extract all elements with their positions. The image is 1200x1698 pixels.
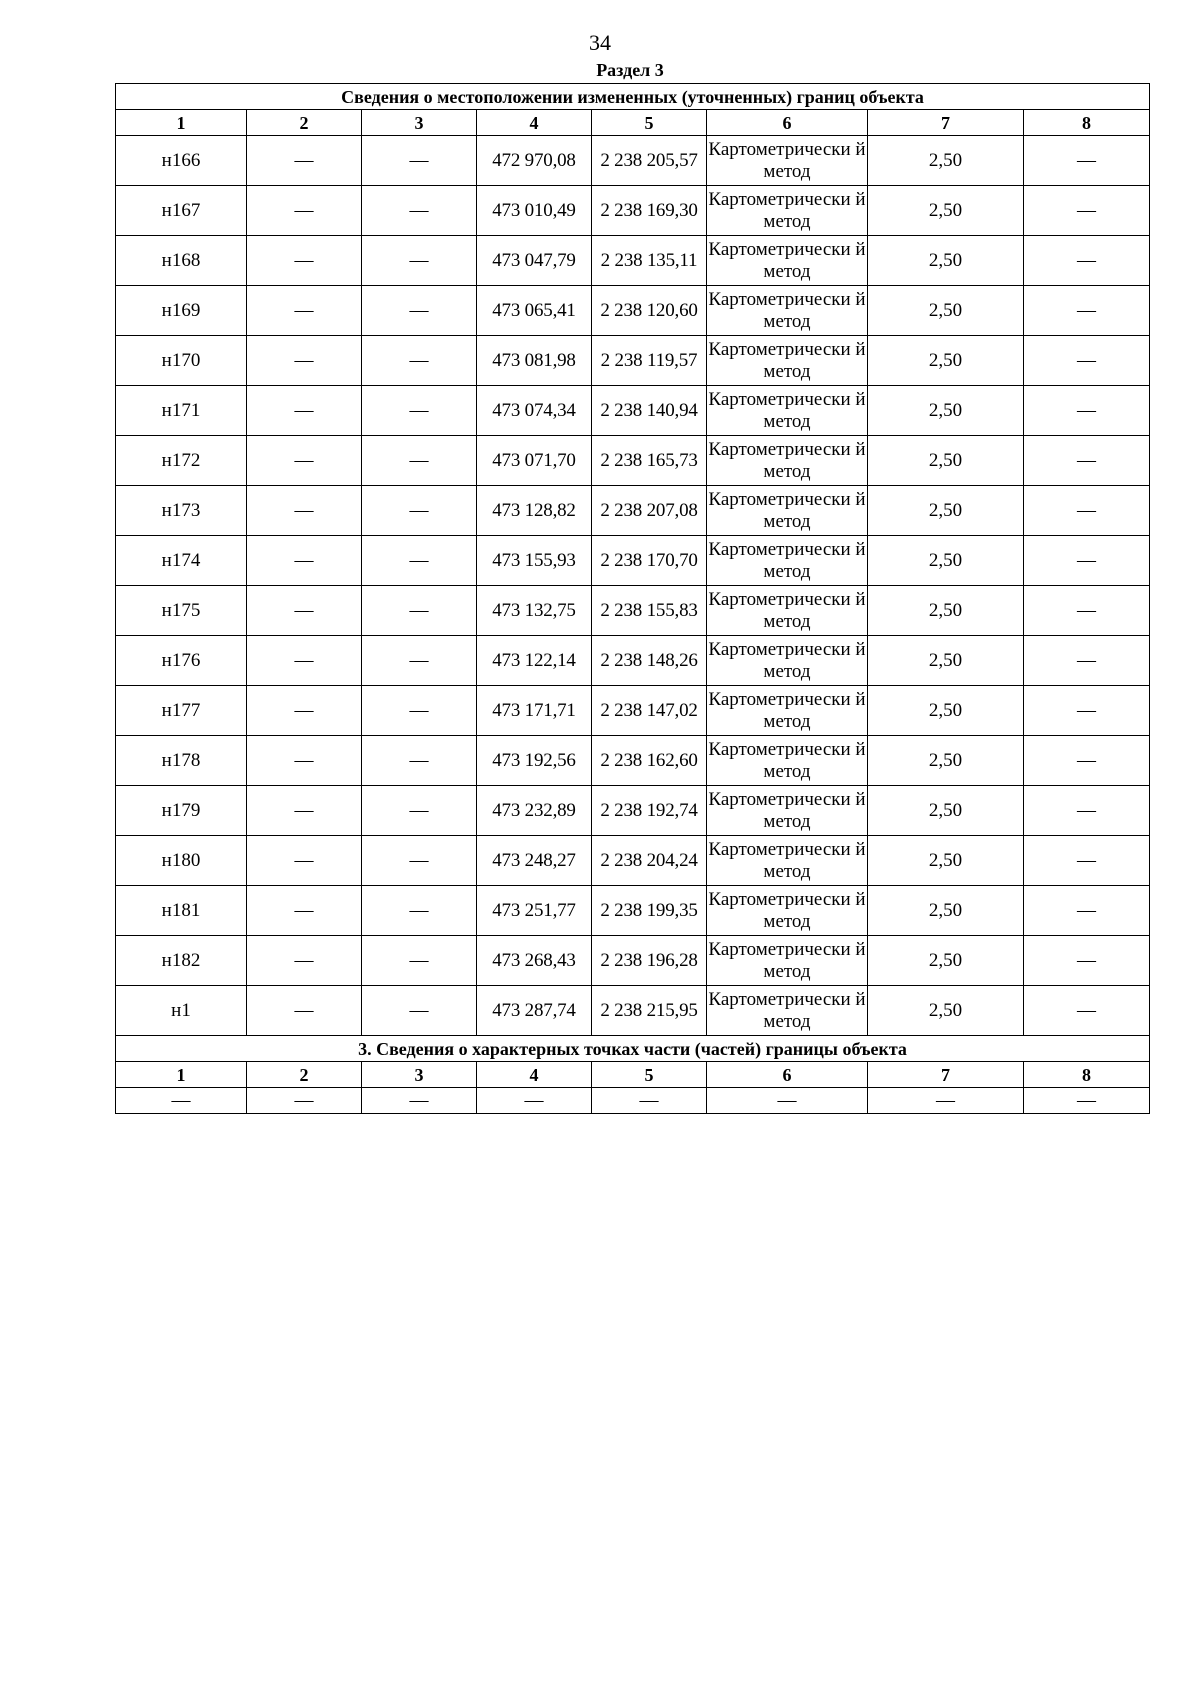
table-row (116, 936, 1150, 986)
table-cell: 2,50 (868, 736, 1024, 786)
table-cell: — (362, 686, 477, 736)
table-cell: — (247, 736, 362, 786)
table-row (116, 186, 1150, 236)
table-cell: 473 065,41 (477, 286, 592, 336)
table-cell: 2,50 (868, 636, 1024, 686)
table-cell: н178 (116, 736, 247, 786)
table-cell: — (1024, 336, 1150, 386)
column-header: 6 (707, 110, 868, 136)
table-cell: Картометрически й метод (707, 536, 868, 586)
column-header: 1 (116, 1062, 247, 1088)
table-cell: — (247, 336, 362, 386)
table-cell: Картометрически й метод (707, 186, 868, 236)
table-cell: — (247, 636, 362, 686)
table-cell: — (1024, 586, 1150, 636)
table-cell: — (1024, 686, 1150, 736)
table-row (116, 686, 1150, 736)
table-cell: н175 (116, 586, 247, 636)
table-cell: 2,50 (868, 436, 1024, 486)
table-cell: н174 (116, 536, 247, 586)
table-cell: Картометрически й метод (707, 736, 868, 786)
table-cell: 2 238 196,28 (592, 936, 707, 986)
table-row (116, 886, 1150, 936)
table-cell: 2 238 119,57 (592, 336, 707, 386)
table-cell: — (1024, 1088, 1150, 1114)
table-cell: 473 132,75 (477, 586, 592, 636)
table-cell: — (1024, 486, 1150, 536)
column-header: 4 (477, 110, 592, 136)
table-cell: Картометрически й метод (707, 686, 868, 736)
table-cell: н166 (116, 136, 247, 186)
table-cell: — (247, 186, 362, 236)
table-row (116, 336, 1150, 386)
column-header: 5 (592, 1062, 707, 1088)
table-row (116, 486, 1150, 536)
table-cell: — (362, 886, 477, 936)
table-row (116, 286, 1150, 336)
table-cell: 2 238 155,83 (592, 586, 707, 636)
section-label: Раздел 3 (596, 60, 664, 80)
table-cell: — (1024, 636, 1150, 686)
table-cell: Картометрически й метод (707, 986, 868, 1036)
table-cell: 2,50 (868, 386, 1024, 436)
column-header: 6 (707, 1062, 868, 1088)
table-cell: — (247, 136, 362, 186)
table-cell: — (1024, 736, 1150, 786)
column-header: 1 (116, 110, 247, 136)
table-cell: Картометрически й метод (707, 386, 868, 436)
table-cell: 472 970,08 (477, 136, 592, 186)
table-cell: 2,50 (868, 886, 1024, 936)
table-cell: — (247, 786, 362, 836)
table-row (116, 986, 1150, 1036)
table-row (116, 736, 1150, 786)
table-cell: 473 232,89 (477, 786, 592, 836)
table1-title-row (116, 84, 1150, 110)
table-cell: Картометрически й метод (707, 936, 868, 986)
table-cell: — (1024, 536, 1150, 586)
table-cell: 473 155,93 (477, 536, 592, 586)
table-cell: — (247, 986, 362, 1036)
table-cell: — (247, 686, 362, 736)
table-cell: 473 268,43 (477, 936, 592, 986)
table-cell: — (247, 286, 362, 336)
table-cell: — (362, 636, 477, 686)
table-cell: — (247, 486, 362, 536)
column-header: 5 (592, 110, 707, 136)
table-cell: Картометрически й метод (707, 636, 868, 686)
table-cell: н177 (116, 686, 247, 736)
column-header: 3 (362, 1062, 477, 1088)
table-cell: — (1024, 886, 1150, 936)
table-cell: 2 238 215,95 (592, 986, 707, 1036)
table-cell: — (362, 836, 477, 886)
table-cell: н172 (116, 436, 247, 486)
table-row (116, 786, 1150, 836)
table-cell: — (592, 1088, 707, 1114)
table-cell: — (116, 1088, 247, 1114)
table-cell: — (1024, 436, 1150, 486)
table-cell: 473 248,27 (477, 836, 592, 886)
header-row (116, 1062, 1150, 1088)
column-header: 8 (1024, 110, 1150, 136)
table-title: 3. Сведения о характерных точках части (частей) границы объекта (116, 1036, 1150, 1062)
table-cell: 473 192,56 (477, 736, 592, 786)
table-cell: — (1024, 836, 1150, 886)
table-cell: — (247, 886, 362, 936)
table-cell: — (362, 786, 477, 836)
table-cell: н180 (116, 836, 247, 886)
table-cell: 2,50 (868, 286, 1024, 336)
table-cell: — (362, 1088, 477, 1114)
table-cell: 2 238 120,60 (592, 286, 707, 336)
table-row (116, 836, 1150, 886)
column-header: 4 (477, 1062, 592, 1088)
table-cell: 2,50 (868, 236, 1024, 286)
table-cell: 2,50 (868, 936, 1024, 986)
table-cell: Картометрически й метод (707, 586, 868, 636)
table-cell: — (362, 536, 477, 586)
table-cell: н167 (116, 186, 247, 236)
table-cell: Картометрически й метод (707, 236, 868, 286)
table-cell: 2 238 140,94 (592, 386, 707, 436)
table-cell: — (247, 586, 362, 636)
table-cell: — (362, 336, 477, 386)
table-cell: 2,50 (868, 186, 1024, 236)
table-cell: н170 (116, 336, 247, 386)
table-cell: н1 (116, 986, 247, 1036)
table-cell: — (707, 1088, 868, 1114)
table-cell: 2 238 204,24 (592, 836, 707, 886)
table-cell: — (362, 136, 477, 186)
table-cell: — (247, 386, 362, 436)
table-row (116, 236, 1150, 286)
table-cell: 2 238 148,26 (592, 636, 707, 686)
table-cell: н173 (116, 486, 247, 536)
table-cell: — (1024, 136, 1150, 186)
table-cell: — (1024, 236, 1150, 286)
table-cell: 2 238 199,35 (592, 886, 707, 936)
table-cell: Картометрически й метод (707, 886, 868, 936)
table-cell: Картометрически й метод (707, 786, 868, 836)
table-cell: — (1024, 986, 1150, 1036)
table-cell: н176 (116, 636, 247, 686)
table-cell: н169 (116, 286, 247, 336)
table-cell: н182 (116, 936, 247, 986)
table-cell: — (247, 1088, 362, 1114)
table-cell: 2 238 135,11 (592, 236, 707, 286)
table-cell: 2,50 (868, 536, 1024, 586)
table-cell: — (1024, 386, 1150, 436)
table-row (116, 136, 1150, 186)
table-cell: 2 238 169,30 (592, 186, 707, 236)
table-cell: н171 (116, 386, 247, 436)
table-cell: 2,50 (868, 986, 1024, 1036)
table-cell: 473 071,70 (477, 436, 592, 486)
table-cell: — (362, 436, 477, 486)
coordinates-table (115, 83, 1150, 1114)
table-cell: 2 238 147,02 (592, 686, 707, 736)
table-cell: Картометрически й метод (707, 836, 868, 886)
table-row (116, 536, 1150, 586)
table-cell: Картометрически й метод (707, 136, 868, 186)
table-cell: 2,50 (868, 336, 1024, 386)
table-cell: — (362, 286, 477, 336)
column-header: 7 (868, 110, 1024, 136)
table-cell: — (1024, 936, 1150, 986)
column-header: 2 (247, 1062, 362, 1088)
table-cell: 473 128,82 (477, 486, 592, 536)
table2-title-row (116, 1036, 1150, 1062)
table-cell: н181 (116, 886, 247, 936)
table-cell: — (362, 186, 477, 236)
table-cell: — (362, 986, 477, 1036)
table-cell: Картометрически й метод (707, 436, 868, 486)
table-cell: — (247, 936, 362, 986)
table-row (116, 436, 1150, 486)
table-cell: — (1024, 186, 1150, 236)
table-cell: 473 122,14 (477, 636, 592, 686)
table-row (116, 1088, 1150, 1114)
table-cell: 2 238 165,73 (592, 436, 707, 486)
table-cell: Картометрически й метод (707, 286, 868, 336)
table-cell: 473 081,98 (477, 336, 592, 386)
table-cell: — (362, 736, 477, 786)
table-row (116, 386, 1150, 436)
table-cell: 2 238 207,08 (592, 486, 707, 536)
column-header: 2 (247, 110, 362, 136)
table-row (116, 586, 1150, 636)
table-cell: Картометрически й метод (707, 486, 868, 536)
table-cell: н179 (116, 786, 247, 836)
table-cell: — (247, 436, 362, 486)
table-title: Сведения о местоположении измененных (уточненных) границ объекта (116, 84, 1150, 110)
table-cell: — (362, 486, 477, 536)
table-cell: 2,50 (868, 136, 1024, 186)
table-cell: — (362, 586, 477, 636)
table-cell: — (1024, 286, 1150, 336)
table-cell: 473 047,79 (477, 236, 592, 286)
page-number: 34 (589, 30, 611, 55)
header-row (116, 110, 1150, 136)
table-cell: — (247, 536, 362, 586)
table-row (116, 636, 1150, 686)
table-cell: — (362, 386, 477, 436)
table-cell: — (362, 936, 477, 986)
table-cell: — (1024, 786, 1150, 836)
table-cell: 473 287,74 (477, 986, 592, 1036)
table-cell: 2,50 (868, 686, 1024, 736)
column-header: 3 (362, 110, 477, 136)
table-cell: 2 238 205,57 (592, 136, 707, 186)
table-cell: — (247, 236, 362, 286)
table-cell: — (868, 1088, 1024, 1114)
table-cell: 473 074,34 (477, 386, 592, 436)
table-cell: 2 238 162,60 (592, 736, 707, 786)
table-cell: 473 010,49 (477, 186, 592, 236)
table-cell: 2,50 (868, 786, 1024, 836)
table-cell: 473 171,71 (477, 686, 592, 736)
table-cell: 2 238 170,70 (592, 536, 707, 586)
table-cell: н168 (116, 236, 247, 286)
table-cell: — (477, 1088, 592, 1114)
table-cell: Картометрически й метод (707, 336, 868, 386)
column-header: 8 (1024, 1062, 1150, 1088)
column-header: 7 (868, 1062, 1024, 1088)
table-cell: — (362, 236, 477, 286)
table-cell: 2,50 (868, 586, 1024, 636)
table-cell: 2,50 (868, 836, 1024, 886)
table-cell: 2,50 (868, 486, 1024, 536)
table-cell: 473 251,77 (477, 886, 592, 936)
table-cell: 2 238 192,74 (592, 786, 707, 836)
table-cell: — (247, 836, 362, 886)
